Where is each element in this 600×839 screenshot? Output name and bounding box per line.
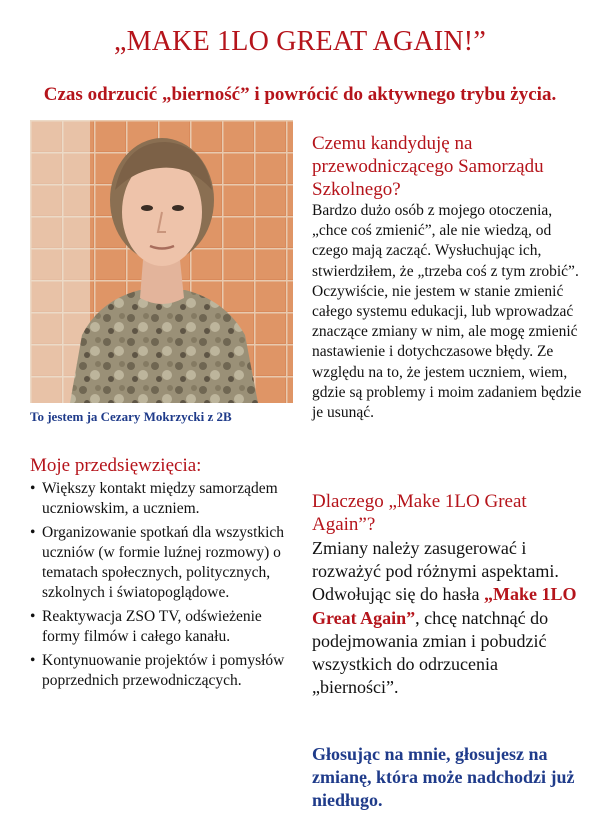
why-candidate-section xyxy=(312,132,582,423)
page-title: „MAKE 1LO GREAT AGAIN!” xyxy=(114,26,486,57)
why-slogan-body xyxy=(312,537,582,699)
projects-section xyxy=(30,455,295,695)
photo-caption: To jestem ja Cezary Mokrzycki z 2B xyxy=(30,409,232,424)
why-slogan-body-end: , chcę natchnąć do podejmowania zmian i pobudzić wszystkich do odrzucenia „bierności”. xyxy=(312,607,549,698)
candidate-photo-illustration xyxy=(30,120,293,403)
why-slogan-body-start: Zmiany należy zasugerować i rozważyć pod różnymi aspektami. Odwołując się do hasła xyxy=(312,538,559,605)
why-candidate-body: Bardzo dużo osób z mojego otoczenia, „chce coś zmienić”, ale nie wiedzą, od czego mają zacząć. Wysłuchując ich, stwierdziłem, że „trzeba coś z tym zrobić”. Oczywiście, nie jestem w stanie zmienić całego systemu edukacji, lub wprowadzać znaczące zmiany w nim, ale mogę zmienić nastawienie i dotychczasowe błędy. Ze względu na to, że jestem uczniem, wiem, gdzie są problemy i moim zadaniem będzie je usunąć. xyxy=(312,202,582,422)
projects-list xyxy=(30,479,295,691)
list-item: • Większy kontakt między samorządem uczniowskim, a uczniem. xyxy=(30,479,295,519)
projects-heading: Moje przedsięwzięcia: xyxy=(30,455,202,476)
list-item: • Kontynuowanie projektów i pomysłów poprzednich przewodniczących. xyxy=(30,651,295,691)
why-slogan-heading: Dlaczego „Make 1LO Great Again”? xyxy=(312,491,527,535)
candidate-photo xyxy=(30,120,293,403)
slogan-highlight: „Make 1LO Great Again” xyxy=(312,584,577,628)
closing-statement: Głosując na mnie, głosujesz na zmianę, która może nadchodzi już niedługo. xyxy=(312,744,575,810)
page-subtitle: Czas odrzucić „bierność” i powrócić do aktywnego trybu życia. xyxy=(43,84,557,105)
why-candidate-heading: Czemu kandyduję na przewodniczącego Samorządu Szkolnego? xyxy=(312,133,544,200)
list-item: • Organizowanie spotkań dla wszystkich uczniów (w formie luźnej rozmowy) o tematach społecznych, politycznych, szkolnych i światopoglądowe. xyxy=(30,523,295,603)
list-item: • Reaktywacja ZSO TV, odświeżenie formy filmów i całego kanału. xyxy=(30,607,295,647)
why-slogan-section xyxy=(312,490,582,699)
